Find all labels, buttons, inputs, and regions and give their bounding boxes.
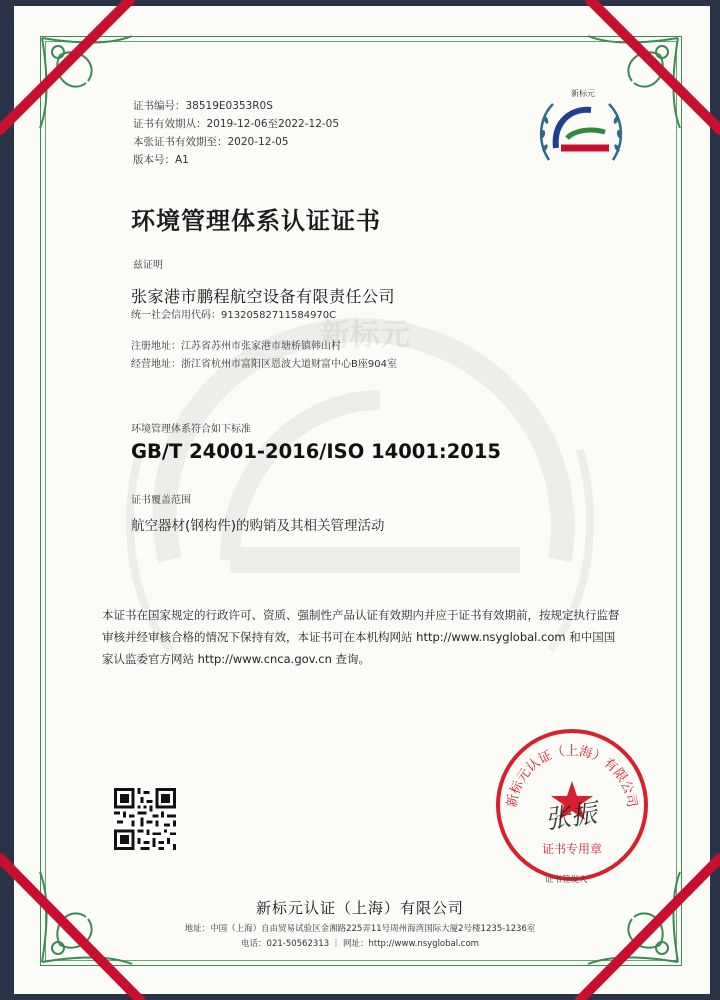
official-seal-icon [492,725,652,885]
certificate-number: 证书编号：38519E0353R0S [133,100,273,112]
version-number: 版本号：A1 [133,154,189,166]
certify-label: 兹证明 [133,260,163,271]
issuer-address: 地址：中国（上海）自由贸易试验区金湘路225弄11号周州海湾国际大厦2号楼1235-1236室 [184,924,536,934]
logo-text: 新标元 [571,89,595,98]
registered-address: 注册地址：江苏省苏州市张家港市塘桥镇韩山村 [131,341,341,352]
certificate-scope: 航空器材(钢构件)的购销及其相关管理活动 [131,518,385,534]
qr-code-icon [114,788,176,850]
credit-code: 统一社会信用代码：91320582711584970C [131,310,337,321]
seal-bottom-text: 证书专用章 [541,842,603,856]
issuer-name: 新标元认证（上海）有限公司 [255,899,464,917]
laurel-logo-icon [531,82,631,182]
this-certificate-valid-until: 本张证书有效期至：2020-12-05 [133,136,289,148]
validity-notice: 本证书在国家规定的行政许可、资质、强制性产品认证有效期内并应于证书有效期前，按规定执行监督审核并经审核合格的情况下保持有效，本证书可在本机构网站 http://www.nsyglobal.com 和中国国家认监委官方网站 http://www.cnca.gov.cn 查询。 [102,608,620,666]
scope-label: 证书覆盖范围 [131,495,191,506]
certificate-title: 环境管理体系认证证书 [131,207,381,235]
standard-label: 环境管理体系符合如下标准 [131,424,251,435]
signer-label: 证书签发人 [545,875,588,885]
signature: 张振 [543,798,599,836]
standard-code: GB/T 24001-2016/ISO 14001:2015 [131,440,501,463]
business-address: 经营地址：浙江省杭州市富阳区恩波大道财富中心B座904室 [131,359,397,370]
certificate-meta [133,97,339,169]
ribbon-top-left [0,0,130,130]
issuer-contact: 电话：021-50562313 ｜ 网址：http://www.nsyglobal.com [241,939,479,949]
company-name: 张家港市鹏程航空设备有限责任公司 [131,287,396,306]
seal-text: 新标元认证（上海）有限公司 [504,744,640,809]
valid-period: 证书有效期从：2019-12-06至2022-12-05 [133,118,340,130]
